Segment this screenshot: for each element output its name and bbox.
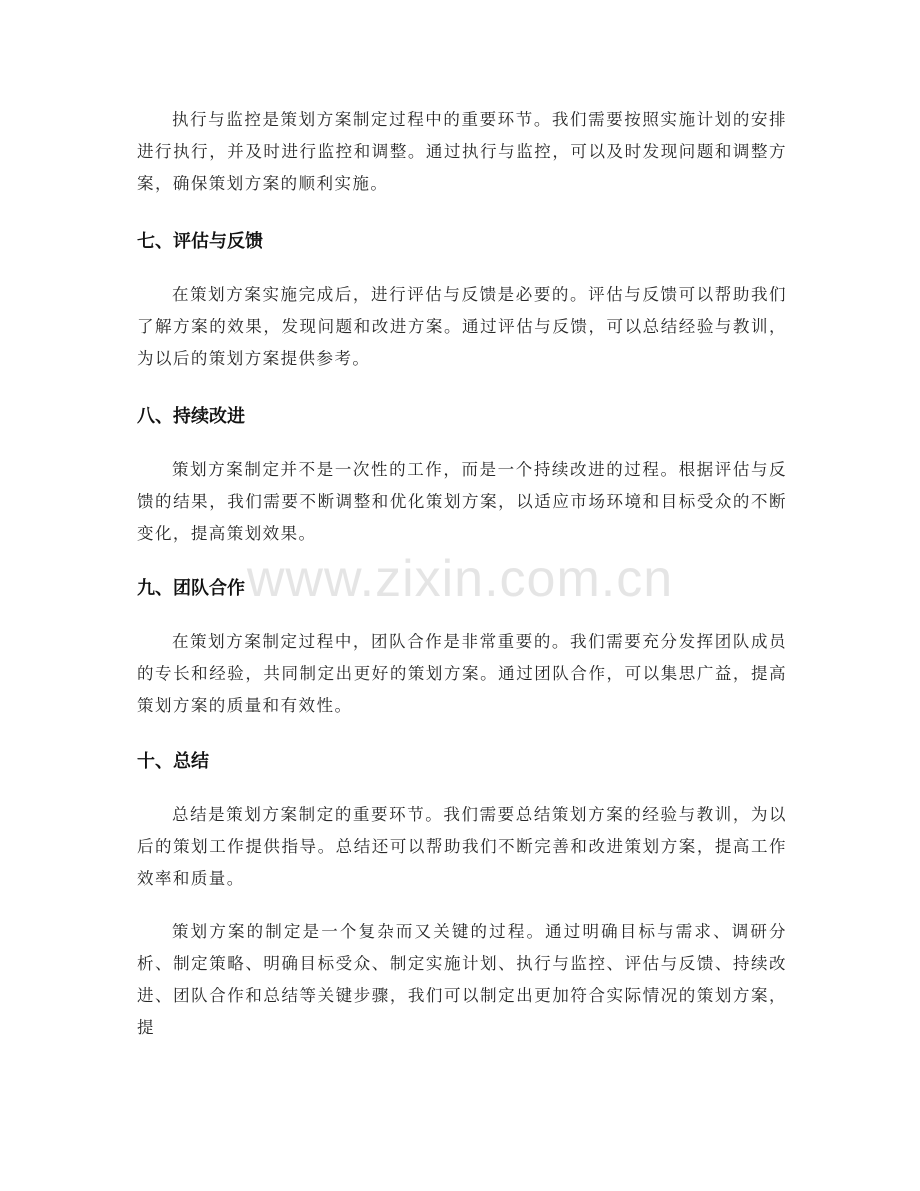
heading-evaluation-feedback: 七、评估与反馈 (137, 231, 263, 252)
paragraph-continuous-improvement: 策划方案制定并不是一次性的工作，而是一个持续改进的过程。根据评估与反馈的结果，我们需要不断调整和优化策划方案，以适应市场环境和目标受众的不断变化，提高策划效果。 (137, 460, 787, 543)
heading-summary: 十、总结 (137, 751, 209, 772)
heading-continuous-improvement: 八、持续改进 (137, 406, 245, 427)
watermark-text: www.zixin.com.cn (246, 550, 674, 608)
paragraph-conclusion: 策划方案的制定是一个复杂而又关键的过程。通过明确目标与需求、调研分析、制定策略、明确目标受众、制定实施计划、执行与监控、评估与反馈、持续改进、团队合作和总结等关键步骤，我们可以制定出更加符合实际情况的策划方案，提 (137, 922, 787, 1037)
paragraph-execution-monitoring: 执行与监控是策划方案制定过程中的重要环节。我们需要按照实施计划的安排进行执行，并及时进行监控和调整。通过执行与监控，可以及时发现问题和调整方案，确保策划方案的顺利实施。 (137, 110, 787, 193)
paragraph-evaluation-feedback: 在策划方案实施完成后，进行评估与反馈是必要的。评估与反馈可以帮助我们了解方案的效果，发现问题和改进方案。通过评估与反馈，可以总结经验与教训，为以后的策划方案提供参考。 (137, 285, 787, 368)
heading-teamwork: 九、团队合作 (137, 578, 245, 599)
paragraph-teamwork: 在策划方案制定过程中，团队合作是非常重要的。我们需要充分发挥团队成员的专长和经验，共同制定出更好的策划方案。通过团队合作，可以集思广益，提高策划方案的质量和有效性。 (137, 632, 787, 715)
paragraph-summary: 总结是策划方案制定的重要环节。我们需要总结策划方案的经验与教训，为以后的策划工作提供指导。总结还可以帮助我们不断完善和改进策划方案，提高工作效率和质量。 (137, 805, 787, 888)
